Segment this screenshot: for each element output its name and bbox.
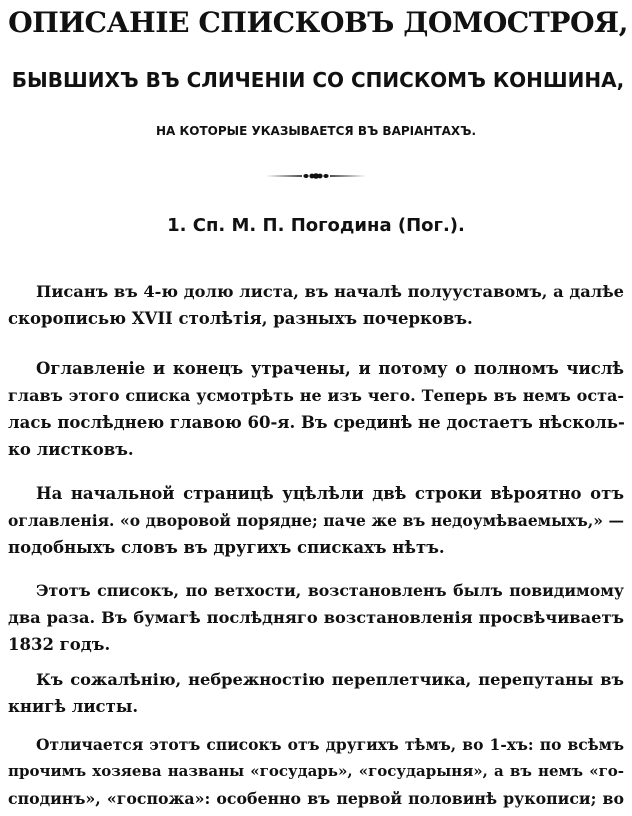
- text-line: оглавленія. «о дворовой порядне; паче же въ недоумѣваемыхъ,» —: [8, 511, 624, 530]
- text-line: ко листковъ.: [8, 440, 134, 459]
- page-subtitle: БЫВШИХЪ ВЪ СЛИЧЕНІИ СО СПИСКОМЪ КОНШИНА,: [11, 68, 625, 92]
- ornament-divider: [266, 170, 366, 182]
- paragraph-4: [8, 577, 624, 658]
- paragraph-3: [8, 480, 624, 561]
- text-line: Этотъ списокъ, по ветхости, возстановленъ былъ повидимому: [36, 581, 624, 600]
- paragraph-6: [8, 731, 624, 812]
- text-line: Писанъ въ 4-ю долю листа, въ началѣ полууставомъ, а далѣе: [36, 282, 624, 301]
- paragraph-1: [8, 278, 624, 332]
- text-line: главъ этого списка усмотрѣть не изъ чего. Теперь въ немъ оста-: [8, 386, 624, 405]
- text-line: скорописью XVII столѣтія, разныхъ почерковъ.: [8, 309, 473, 328]
- text-line: сподинъ», «госпожа»: особенно въ первой половинѣ рукописи; во: [8, 789, 624, 808]
- text-line: книгѣ листы.: [8, 697, 139, 716]
- text-line: два раза. Въ бумагѣ послѣдняго возстановленія просвѣчиваетъ: [8, 608, 624, 627]
- text-line: подобныхъ словъ въ другихъ спискахъ нѣтъ.: [8, 538, 445, 557]
- text-line: лась послѣднею главою 60-я. Въ срединѣ не достаетъ нѣсколь-: [8, 413, 625, 432]
- page-title: ОПИСАНІЕ СПИСКОВЪ ДОМОСТРОЯ,: [8, 5, 628, 39]
- text-line: прочимъ хозяева названы «государь», «государыня», а въ немъ «го-: [8, 762, 624, 780]
- paragraph-5: [8, 666, 624, 720]
- paragraph-2: [8, 355, 624, 463]
- text-line: Къ сожалѣнію, небрежностію переплетчика, перепутаны въ: [36, 670, 624, 689]
- section-heading: 1. Сп. М. П. Погодина (Пог.).: [167, 215, 465, 236]
- text-line: На начальной страницѣ уцѣлѣли двѣ строки вѣроятно отъ: [36, 484, 624, 503]
- text-line: Отличается этотъ списокъ отъ другихъ тѣмъ, во 1-хъ: по всѣмъ: [36, 735, 624, 754]
- text-line: Оглавленіе и конецъ утрачены, и потому о полномъ числѣ: [36, 359, 624, 378]
- page-subtitle-small: НА КОТОРЫЕ УКАЗЫВАЕТСЯ ВЪ ВАРІАНТАХЪ.: [155, 124, 477, 138]
- text-line: 1832 годъ.: [8, 635, 111, 654]
